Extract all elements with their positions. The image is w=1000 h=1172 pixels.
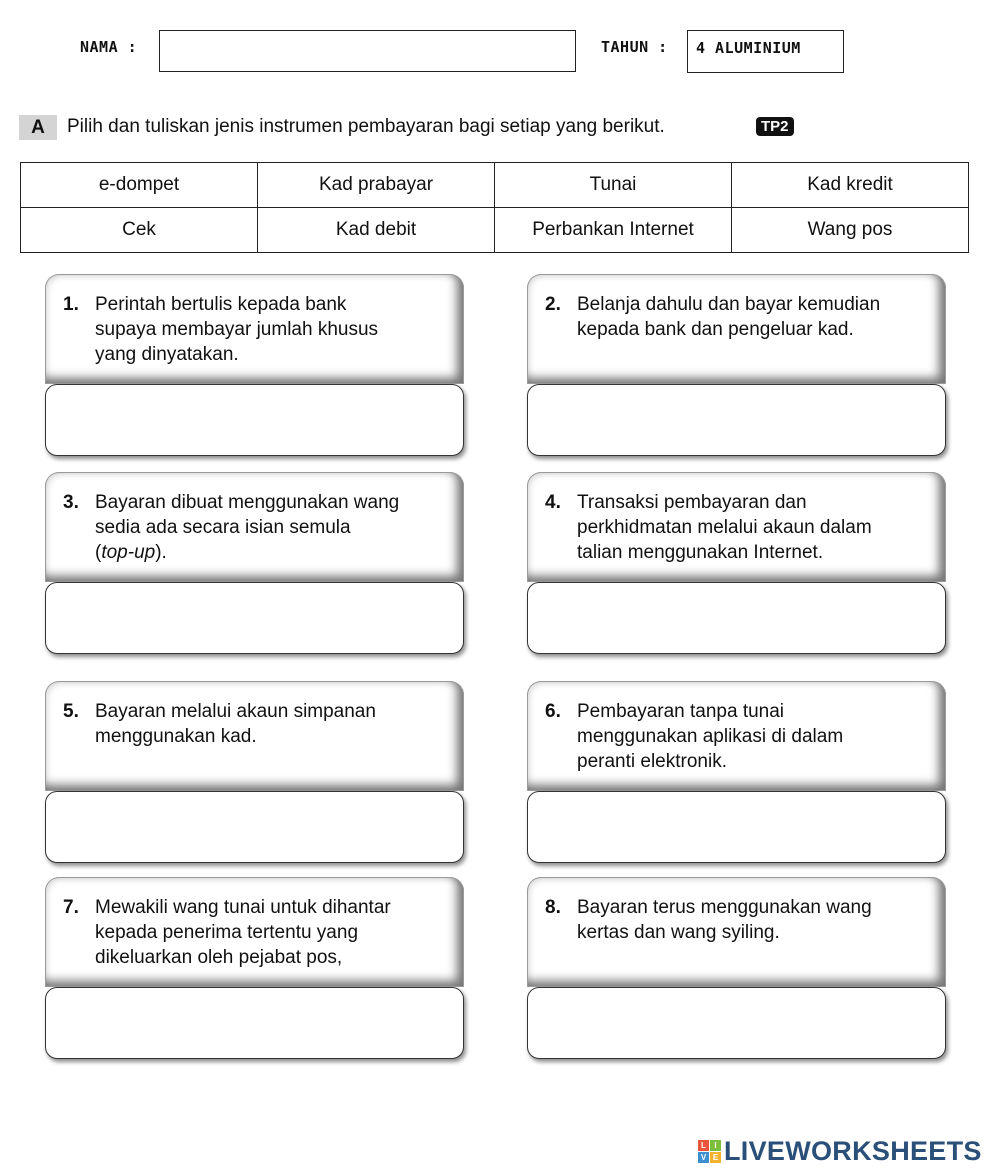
option-cell: Kad prabayar (258, 163, 495, 208)
answer-box-2[interactable] (527, 384, 946, 456)
question-card-6 (527, 681, 946, 791)
option-cell: Perbankan Internet (495, 208, 732, 253)
question-line (95, 540, 444, 565)
year-field: 4 ALUMINIUM (687, 30, 844, 73)
italic-term: top-up (101, 542, 156, 563)
question-card-3 (45, 472, 464, 582)
question-line: kepada penerima tertentu yang (95, 922, 359, 943)
question-line: Transaksi pembayaran dan (577, 492, 807, 513)
logo-mark-letter: E (710, 1152, 721, 1163)
options-table (20, 162, 969, 253)
year-label: TAHUN : (601, 38, 668, 56)
question-line: dikeluarkan oleh pejabat pos, (95, 947, 343, 968)
question-card-8 (527, 877, 946, 987)
question-line: yang dinyatakan. (95, 344, 239, 365)
question-number: 5. (63, 701, 79, 722)
answer-box-3[interactable] (45, 582, 464, 654)
logo-mark-letter: L (698, 1140, 709, 1151)
option-cell: Wang pos (732, 208, 969, 253)
question-line: Perintah bertulis kepada bank (95, 294, 347, 315)
answer-box-5[interactable] (45, 791, 464, 863)
question-text (577, 292, 926, 384)
question-line: Bayaran melalui akaun simpanan (95, 701, 376, 722)
answer-box-6[interactable] (527, 791, 946, 863)
question-number: 2. (545, 294, 561, 315)
question-line: supaya membayar jumlah khusus (95, 319, 379, 340)
question-number: 6. (545, 701, 561, 722)
question-card-4 (527, 472, 946, 582)
question-text (95, 895, 444, 987)
answer-box-1[interactable] (45, 384, 464, 456)
question-text (577, 490, 926, 582)
section-letter: A (19, 115, 57, 140)
name-input[interactable] (159, 30, 576, 72)
question-line: Pembayaran tanpa tunai (577, 701, 785, 722)
answer-box-8[interactable] (527, 987, 946, 1059)
question-number: 3. (63, 492, 79, 513)
options-row (21, 163, 969, 208)
question-number: 1. (63, 294, 79, 315)
question-card-7 (45, 877, 464, 987)
question-line: perkhidmatan melalui akaun dalam (577, 517, 872, 538)
question-line: kertas dan wang syiling. (577, 922, 780, 943)
question-line: peranti elektronik. (577, 751, 727, 772)
name-label: NAMA : (80, 38, 138, 56)
question-line: sedia ada secara isian semula (95, 517, 351, 538)
question-line: kepada bank dan pengeluar kad. (577, 319, 854, 340)
question-text (577, 699, 926, 791)
answer-box-4[interactable] (527, 582, 946, 654)
question-card-1 (45, 274, 464, 384)
question-line: menggunakan aplikasi di dalam (577, 726, 844, 747)
paren-close: ). (155, 542, 167, 563)
question-number: 4. (545, 492, 561, 513)
options-row (21, 208, 969, 253)
option-cell: Cek (21, 208, 258, 253)
logo-mark-letter: V (698, 1152, 709, 1163)
instruction-text: Pilih dan tuliskan jenis instrumen pembayaran bagi setiap yang berikut. (67, 116, 665, 137)
logo-mark-letter: I (710, 1140, 721, 1151)
question-line: Bayaran dibuat menggunakan wang (95, 492, 400, 513)
question-text (95, 292, 444, 384)
option-cell: Kad kredit (732, 163, 969, 208)
option-cell: Tunai (495, 163, 732, 208)
question-line: Belanja dahulu dan bayar kemudian (577, 294, 881, 315)
liveworksheets-logo[interactable] (698, 1136, 982, 1166)
question-line: menggunakan kad. (95, 726, 257, 747)
paren-open: ( (95, 542, 102, 563)
question-card-5 (45, 681, 464, 791)
question-number: 7. (63, 897, 79, 918)
logo-mark-icon (698, 1140, 721, 1163)
question-card-2 (527, 274, 946, 384)
question-number: 8. (545, 897, 561, 918)
option-cell: e-dompet (21, 163, 258, 208)
question-text (95, 490, 444, 582)
question-line: Bayaran terus menggunakan wang (577, 897, 872, 918)
question-text (95, 699, 444, 791)
question-line: Mewakili wang tunai untuk dihantar (95, 897, 391, 918)
tp-badge: TP2 (756, 117, 794, 136)
question-text (577, 895, 926, 987)
answer-box-7[interactable] (45, 987, 464, 1059)
option-cell: Kad debit (258, 208, 495, 253)
question-line: talian menggunakan Internet. (577, 542, 824, 563)
logo-text: LIVEWORKSHEETS (724, 1135, 982, 1166)
